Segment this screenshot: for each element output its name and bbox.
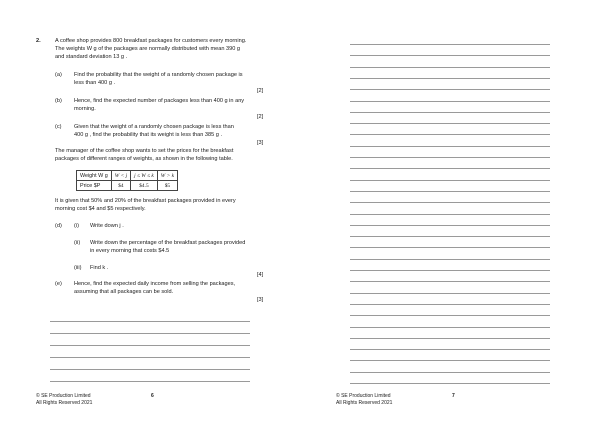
part-b-label: (b) (55, 98, 62, 104)
part-c-line-2: 400 g , find the probability that its weight is less than 385 g . (74, 132, 223, 138)
answer-line (350, 157, 550, 158)
part-d-ii-line-2: in every morning that costs $4.5 (90, 248, 170, 254)
manager-text-2: packages of different ranges of weights, as shown in the following table. (55, 156, 233, 162)
given-text-1: It is given that 50% and 20% of the breakfast packages provided in every (55, 198, 236, 204)
answer-line (350, 281, 550, 282)
part-b-line-1: Hence, find the expected number of packages less than 400 g in any (74, 98, 245, 104)
answer-line (50, 333, 250, 334)
answer-line (350, 236, 550, 237)
intro-line-1: A coffee shop provides 800 breakfast packages for customers every morning. (55, 38, 247, 44)
part-d-iii-label: (iii) (74, 265, 82, 271)
part-e-label: (e) (55, 281, 62, 287)
answer-line (350, 270, 550, 271)
answer-line (350, 168, 550, 169)
answer-line (50, 345, 250, 346)
table-cell: j ≤ W ≤ k (131, 171, 158, 181)
table-cell: W > k (157, 171, 177, 181)
part-c-label: (c) (55, 124, 62, 130)
answer-line (350, 146, 550, 147)
part-e-line-2: assuming that all packages can be sold. (74, 289, 174, 295)
answer-line (350, 349, 550, 350)
answer-line (350, 123, 550, 124)
answer-line (350, 304, 550, 305)
answer-line (350, 202, 550, 203)
answer-line (50, 321, 250, 322)
answer-line (350, 180, 550, 181)
table-cell: Weight W g (77, 171, 112, 181)
answer-line (350, 315, 550, 316)
part-a-label: (a) (55, 72, 62, 78)
part-d-ii-line-1: Write down the percentage of the breakfast packages provided (90, 240, 246, 246)
part-c-marks: [3] (257, 140, 264, 146)
table-cell: $4 (111, 181, 130, 191)
intro-line-2: The weights W g of the packages are normally distributed with mean 390 g (55, 46, 241, 52)
manager-text-1: The manager of the coffee shop wants to set the prices for the breakfast (55, 148, 234, 154)
part-a-line-2: less than 400 g . (74, 80, 116, 86)
part-b-line-2: morning. (74, 106, 96, 112)
table-cell: $5 (157, 181, 177, 191)
intro-line-3: and standard deviation 13 g . (55, 54, 128, 60)
part-e-line-1: Hence, find the expected daily income from selling the packages, (74, 281, 236, 287)
question-number: 2. (36, 38, 41, 44)
answer-line (350, 112, 550, 113)
part-d-i-label: (i) (74, 223, 79, 229)
answer-line (50, 381, 250, 382)
right-page (300, 0, 600, 424)
answer-line (350, 383, 550, 384)
footer-copyright: © SE Production Limited (36, 393, 91, 399)
answer-line (50, 369, 250, 370)
answer-line (350, 78, 550, 79)
table-cell: Price $P (77, 181, 112, 191)
answer-line (350, 327, 550, 328)
answer-line (50, 357, 250, 358)
part-d-iii-text: Find k . (90, 265, 109, 271)
footer-rights: All Rights Reserved 2021 (336, 400, 393, 406)
part-d-ii-label: (ii) (74, 240, 81, 246)
answer-line (350, 134, 550, 135)
part-d-marks: [4] (257, 272, 264, 278)
answer-line (350, 259, 550, 260)
table-row (77, 171, 178, 181)
answer-line (350, 214, 550, 215)
answer-line (350, 67, 550, 68)
page-number: 6 (151, 393, 154, 399)
part-c-line-1: Given that the weight of a randomly chosen package is less than (74, 124, 234, 130)
answer-line (350, 55, 550, 56)
answer-line (350, 338, 550, 339)
part-e-marks: [3] (257, 297, 264, 303)
answer-line (350, 89, 550, 90)
answer-line (350, 372, 550, 373)
given-text-2: morning cost $4 and $5 respectively. (55, 206, 146, 212)
answer-line (350, 191, 550, 192)
table-row (77, 181, 178, 191)
part-b-marks: [2] (257, 114, 264, 120)
price-table (76, 170, 178, 191)
part-d-label: (d) (55, 223, 62, 229)
answer-line (350, 293, 550, 294)
part-a-marks: [2] (257, 88, 264, 94)
footer-rights: All Rights Reserved 2021 (36, 400, 93, 406)
table-cell: $4.5 (131, 181, 158, 191)
part-a-line-1: Find the probability that the weight of a randomly chosen package is (74, 72, 243, 78)
part-d-i-text: Write down j . (90, 223, 124, 229)
answer-line (350, 44, 550, 45)
answer-line (350, 225, 550, 226)
footer-copyright: © SE Production Limited (336, 393, 391, 399)
answer-line (350, 101, 550, 102)
answer-line (350, 247, 550, 248)
answer-line (350, 360, 550, 361)
page-number: 7 (452, 393, 455, 399)
table-cell: W < j (111, 171, 130, 181)
